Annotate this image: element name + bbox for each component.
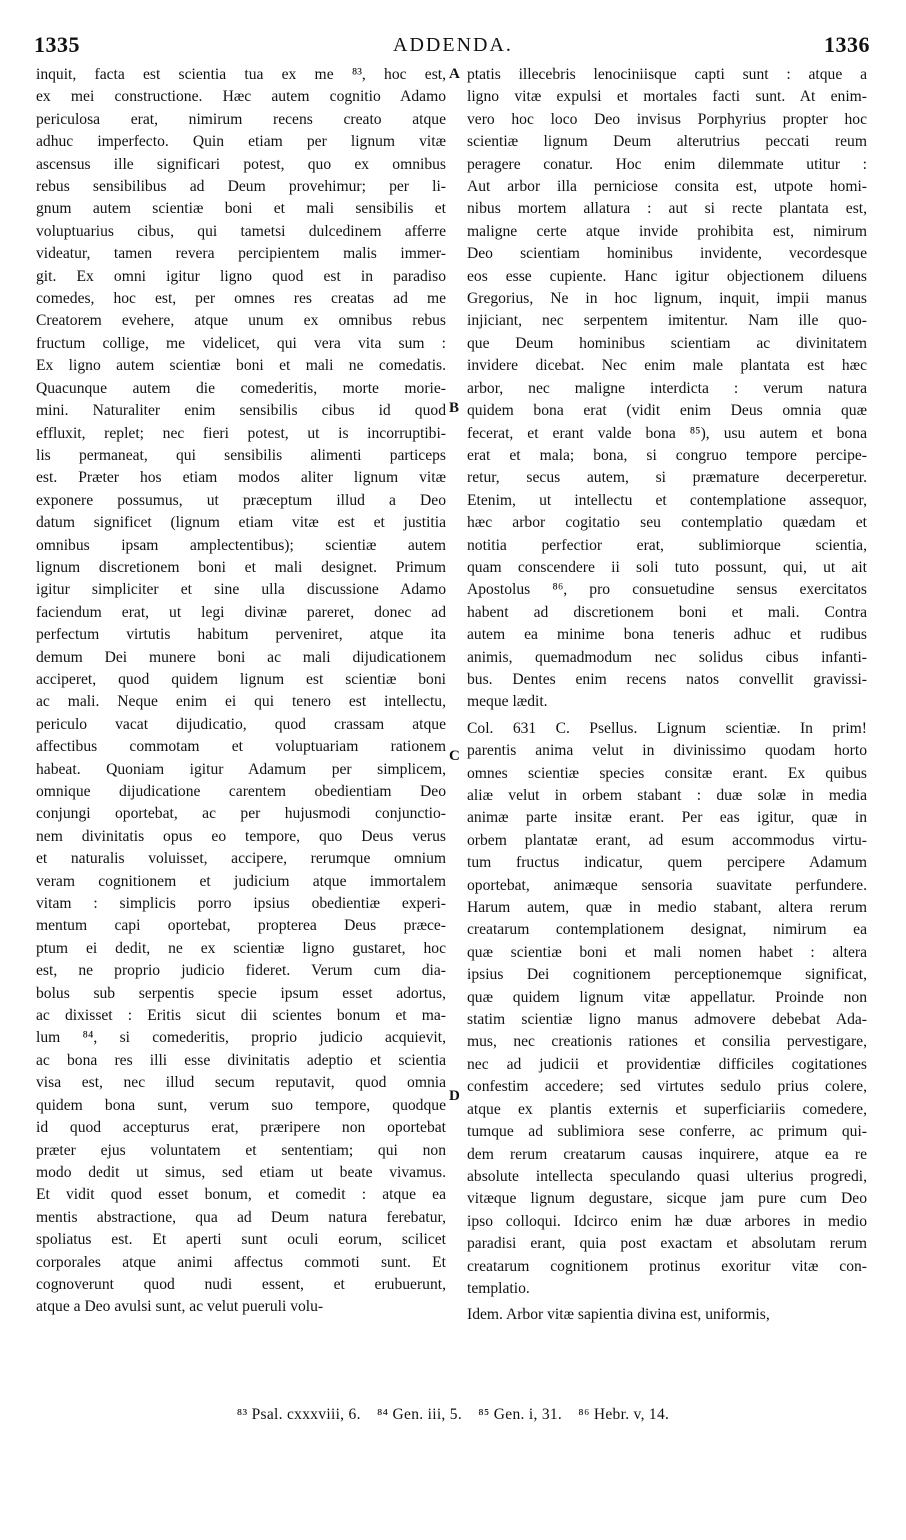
text-line: peragere conatur. Hoc enim dilemmate utitur : bbox=[467, 155, 867, 173]
text-line: ac bona res illi esse divinitatis adeptio et scientia bbox=[36, 1051, 446, 1069]
text-line: Creatorem evehere, atque unum ex omnibus rebus bbox=[36, 312, 446, 330]
text-line: mini. Naturaliter enim sensibilis cibus id quod bbox=[36, 402, 446, 420]
text-line: omnes scientiæ species consitæ erant. Ex quibus bbox=[467, 764, 867, 782]
footnotes bbox=[0, 1406, 906, 1424]
text-line: vitæque lignum degustare, sicque jam pure cum Deo bbox=[467, 1190, 867, 1208]
footnote-84: ⁸⁴ Gen. iii, 5. bbox=[376, 1406, 463, 1423]
text-line: orbem plantatæ erant, ad esum accommodus virtu- bbox=[467, 831, 867, 849]
text-line: visa est, nec illud secum reputavit, quod omnia bbox=[36, 1074, 446, 1092]
text-line: git. Ex omni igitur ligno quod est in paradiso bbox=[36, 267, 446, 285]
text-line: confestim accedere; sed virtutes sedulo prius colere, bbox=[467, 1078, 867, 1096]
text-line: fecerat, et erant valde bona ⁸⁵), usu autem et bona bbox=[467, 424, 867, 442]
text-line: notitia perfectior erat, sublimiorque scientia, bbox=[467, 536, 867, 554]
text-line: arbor, nec maligne interdicta : verum natura bbox=[467, 379, 867, 397]
text-line: faciendum erat, ut legi divinæ pareret, donec ad bbox=[36, 603, 446, 621]
text-line: id quod accepturus erat, præripere non oportebat bbox=[36, 1119, 446, 1137]
text-line: rebus sensibilibus ad Deum provehimur; per li- bbox=[36, 178, 446, 196]
text-line: atque ex plantis externis et superficiariis comedere, bbox=[467, 1100, 867, 1118]
text-line: demum Dei munere boni ac mali dijudicationem bbox=[36, 648, 446, 666]
page-header bbox=[0, 32, 906, 60]
text-line: dem rerum creatarum causas inquirere, atque ea re bbox=[467, 1145, 867, 1163]
right-column-paragraph-psellus bbox=[467, 718, 867, 1301]
text-line: comedes, hoc est, per omnes res creatas ad me bbox=[36, 290, 446, 308]
text-line: spoliatus est. Et aperti sunt oculi eorum, scilicet bbox=[36, 1231, 446, 1249]
text-line: erat et mala; bona, si congruo tempore percipe- bbox=[467, 446, 867, 464]
text-line: affectibus commotam et voluptuariam rationem bbox=[36, 738, 446, 756]
running-title: ADDENDA. bbox=[393, 34, 513, 56]
left-column bbox=[36, 64, 446, 1319]
text-line: voluptuarius cibus, qui tametsi dulcedinem afferre bbox=[36, 222, 446, 240]
page-number-right: 1336 bbox=[824, 32, 870, 57]
text-line: igitur simpliciter et sine ulla discussione Adamo bbox=[36, 581, 446, 599]
text-line: quæ quidem lignum vitæ appellatur. Proinde non bbox=[467, 988, 867, 1006]
text-line: statim scientiæ ligno manus admovere debebat Ada- bbox=[467, 1011, 867, 1029]
text-line: Apostolus ⁸⁶, pro consuetudine sensus exercitatos bbox=[467, 581, 867, 599]
text-line: cognoverunt quod nudi essent, et erubuerunt, bbox=[36, 1275, 446, 1293]
text-line: ac dixisset : Eritis sicut dii scientes bonum et ma- bbox=[36, 1007, 446, 1025]
text-line: videatur, tamen revera percipientem malis immer- bbox=[36, 245, 446, 263]
text-line: corporales atque animi affectus commoti sunt. Et bbox=[36, 1253, 446, 1271]
text-line: ipso colloqui. Idcirco enim hæ duæ arbores in medio bbox=[467, 1212, 867, 1230]
margin-marker-b: B bbox=[449, 400, 460, 416]
text-line: atque a Deo avulsi sunt, ac velut pueruli volu- bbox=[36, 1298, 324, 1316]
text-line: et naturalis voluisset, accipere, rerumque omnium bbox=[36, 850, 446, 868]
text-line: Col. 631 C. Psellus. Lignum scientiæ. In prim! bbox=[467, 719, 867, 737]
text-line: quidem bona erat (vidit enim Deus omnia quæ bbox=[467, 402, 867, 420]
right-column bbox=[467, 64, 867, 1327]
text-line: injiciant, nec serpentem imitentur. Nam ille quo- bbox=[467, 312, 867, 330]
text-line: animæ parte insitæ erant. Per eas igitur, quæ in bbox=[467, 809, 867, 827]
text-line: creatarum contemplationem designat, nimirum ea bbox=[467, 921, 867, 939]
text-line: ex mei constructione. Hæc autem cognitio Adamo bbox=[36, 88, 446, 106]
text-line: mentum capi oportebat, propterea Deus præce- bbox=[36, 917, 446, 935]
text-line: maligne certe atque invide prohibita est, nimirum bbox=[467, 222, 867, 240]
text-line: perfectum virtutis habitum perveniret, atque ita bbox=[36, 626, 446, 644]
text-line: effluxit, replet; nec fieri potest, ut is incorruptibi- bbox=[36, 424, 446, 442]
text-line: Gregorius, Ne in hoc lignum, inquit, impii manus bbox=[467, 290, 867, 308]
text-line: vitam : simplicis porro ipsius obedientiæ experi- bbox=[36, 895, 446, 913]
text-line: veram cognitionem et judicium atque immortalem bbox=[36, 872, 446, 890]
text-line: Idem. Arbor vitæ sapientia divina est, uniformis, bbox=[467, 1306, 770, 1324]
footnote-85: ⁸⁵ Gen. i, 31. bbox=[478, 1406, 563, 1423]
text-line: autem ea minime bona teneris adhuc et rudibus bbox=[467, 626, 867, 644]
right-column-paragraph-idem bbox=[467, 1304, 867, 1326]
text-line: conjungi oportebat, ac per hujusmodi conjunctio- bbox=[36, 805, 446, 823]
text-line: quæ scientiæ boni et mali nomen habet : altera bbox=[467, 943, 867, 961]
text-line: periculo vacat dijudicatio, quod crassam atque bbox=[36, 715, 446, 733]
text-line: est, ne proprio judicio fideret. Verum cum dia- bbox=[36, 962, 446, 980]
text-line: acciperet, quod quidem lignum est scientiæ boni bbox=[36, 670, 446, 688]
text-line: nec ad judicii et providentiæ difficiles cogitationes bbox=[467, 1055, 867, 1073]
text-line: gnum autem scientiæ boni et mali sensibilis et bbox=[36, 200, 446, 218]
text-line: nem divinitatis opus eo tempore, quo Deus verus bbox=[36, 827, 446, 845]
text-line: ipsius Dei cognitionem perceptionemque significat, bbox=[467, 966, 867, 984]
text-line: mus, nec creationis rationes et consilia pervestigare, bbox=[467, 1033, 867, 1051]
text-line: que Deum hominibus scientiam ac divinitatem bbox=[467, 334, 867, 352]
text-line: retur, secus autem, si præmature decerperetur. bbox=[467, 469, 867, 487]
text-line: hæc arbor cogitatio seu contemplatio quædam et bbox=[467, 514, 867, 532]
right-column-paragraph-porphyrius bbox=[467, 64, 867, 714]
text-line: Et vidit quod esset bonum, et comedit : atque ea bbox=[36, 1186, 446, 1204]
text-line: modo dedit ut simus, sed etiam ut beate vivamus. bbox=[36, 1163, 446, 1181]
text-line: periculosa erat, nimirum recens creato atque bbox=[36, 110, 446, 128]
text-line: datum significet (lignum etiam vitæ est et justitia bbox=[36, 514, 446, 532]
text-line: omnique dijudicatione carentem obedientiam Deo bbox=[36, 783, 446, 800]
text-line: exponere possumus, ut præceptum illud a Deo bbox=[36, 491, 446, 509]
text-line: animis, quemadmodum nec solidus cibus infanti- bbox=[467, 648, 867, 666]
text-line: mentis abstractione, qua ad Deum natura ferebatur, bbox=[36, 1208, 446, 1226]
text-line: paradisi erant, quia post exactam et absolutam rerum bbox=[467, 1235, 867, 1253]
text-line: ptatis illecebris lenociniisque capti sunt : atque a bbox=[467, 66, 867, 83]
text-line: parentis anima velut in divinissimo quodam horto bbox=[467, 742, 867, 760]
text-line: scientiæ lignum Deum alterutrius peccati reum bbox=[467, 133, 867, 151]
text-line: lis permaneat, qui sensibilis alimenti particeps bbox=[36, 446, 446, 464]
text-line: bolus sub serpentis specie ipsum esset adortus, bbox=[36, 984, 446, 1002]
text-line: habent ad discretionem boni et mali. Contra bbox=[467, 603, 867, 621]
text-line: tum fructus indicatur, quem percipere Adamum bbox=[467, 854, 867, 872]
footnote-83: ⁸³ Psal. cxxxviii, 6. bbox=[236, 1406, 361, 1423]
margin-marker-c: C bbox=[449, 748, 460, 764]
text-line: ac mali. Neque enim ei qui tenero est intellectu, bbox=[36, 693, 446, 711]
text-line: est. Præter hos etiam modos aliter lignum vitæ bbox=[36, 469, 446, 487]
page-number-left: 1335 bbox=[34, 32, 80, 57]
text-line: nibus mortem allatura : aut si recte plantata est, bbox=[467, 200, 867, 218]
text-line: bus. Dentes enim recens natos convellit gravissi- bbox=[467, 670, 867, 688]
text-line: oportebat, animæque sensoria suavitate perfundere. bbox=[467, 876, 867, 894]
text-line: habeat. Quoniam igitur Adamum per simplicem, bbox=[36, 760, 446, 778]
text-line: præter ejus voluntatem et sententiam; qui non bbox=[36, 1141, 446, 1159]
text-line: omnibus ipsam amplectentibus); scientiæ autem bbox=[36, 536, 446, 554]
text-line: lum ⁸⁴, si comederitis, proprio judicio acquievit, bbox=[36, 1029, 446, 1047]
text-line: fructum collige, me videlicet, qui vera vita sum : bbox=[36, 334, 446, 352]
text-line: creatarum cognitionem protinus exoritur vitæ con- bbox=[467, 1257, 867, 1275]
text-line: ptum ei dedit, ne ex scientiæ ligno gustaret, hoc bbox=[36, 939, 446, 957]
footnote-86: ⁸⁶ Hebr. v, 14. bbox=[578, 1406, 670, 1423]
text-line: Aut arbor illa perniciose consita est, utpote homi- bbox=[467, 178, 867, 196]
text-line: Deo scientiam hominibus invidente, vecordesque bbox=[467, 245, 867, 263]
margin-marker-d: D bbox=[449, 1088, 460, 1104]
text-line: Quacunque autem die comederitis, morte morie- bbox=[36, 379, 446, 397]
text-line: tumque ad sublimiora sese conferre, ac primum qui- bbox=[467, 1123, 867, 1141]
text-line: Harum autem, quæ in medio stabant, altera rerum bbox=[467, 899, 867, 917]
text-line: ligno vitæ expulsi et mortales facti sunt. At enim- bbox=[467, 88, 867, 106]
text-line: adhuc imperfecto. Quin etiam per lignum vitæ bbox=[36, 133, 446, 151]
text-line: quam conscendere ii soli tuto possunt, qui, ut ait bbox=[467, 558, 867, 576]
text-line: inquit, facta est scientia tua ex me ⁸³, hoc est, bbox=[36, 66, 446, 83]
text-line: quidem bona sunt, verum suo tempore, quodque bbox=[36, 1096, 446, 1114]
text-line: Ex ligno autem scientiæ boni et mali ne comedatis. bbox=[36, 357, 446, 375]
text-line: aliæ velut in orbem stabant : duæ solæ in media bbox=[467, 787, 867, 804]
margin-marker-a: A bbox=[449, 66, 460, 82]
text-line: lignum discretionem boni et mali designet. Primum bbox=[36, 558, 446, 576]
text-line: templatio. bbox=[467, 1279, 530, 1297]
text-line: invidere dicebat. Nec enim male plantata est hæc bbox=[467, 357, 867, 375]
text-line: absolute intellecta speculando quasi ulterius progredi, bbox=[467, 1167, 867, 1185]
text-line: vero hoc loco Deo invisus Porphyrius propter hoc bbox=[467, 110, 867, 128]
text-line: ascensus ille significari potest, quo ex omnibus bbox=[36, 155, 446, 173]
text-line: eos esse cupiente. Hanc igitur objectionem diluens bbox=[467, 267, 867, 285]
text-line: Etenim, ut intellectu et contemplatione assequor, bbox=[467, 491, 867, 509]
text-line: meque lædit. bbox=[467, 693, 548, 711]
